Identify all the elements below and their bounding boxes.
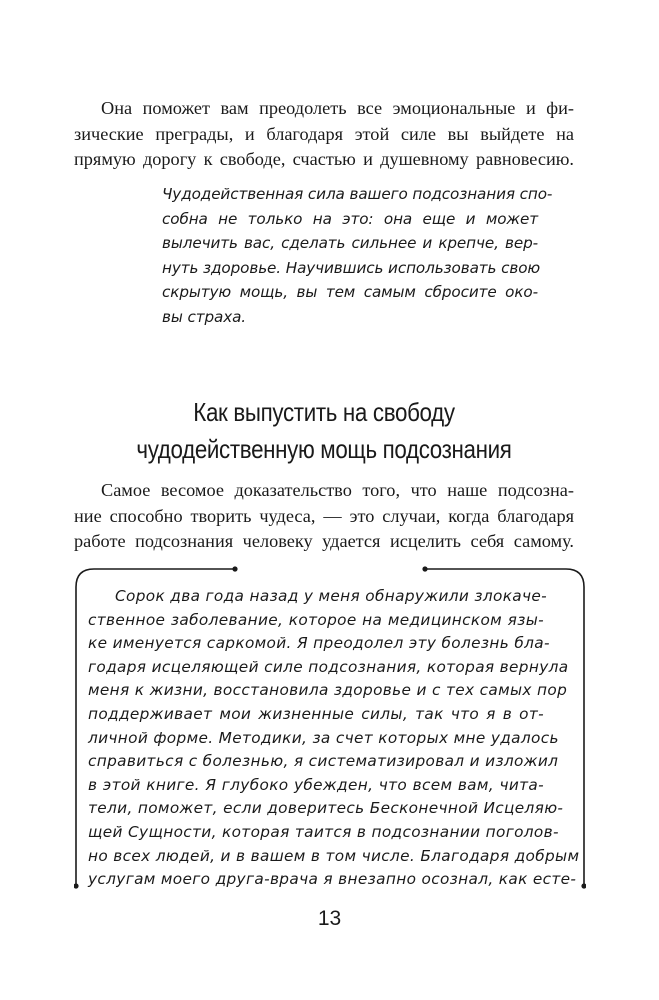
- boxed-quote-line: годаря исцеляющей силе подсознания, которая вернула: [88, 657, 569, 676]
- page-number: 13: [317, 907, 342, 930]
- second-paragraph: [74, 478, 574, 555]
- boxed-quote-line: ке именуется саркомой. Я преодолел эту болезнь бла-: [88, 634, 550, 653]
- boxed-quote-line: но всех людей, и в вашем в том числе. Благодаря добрым: [88, 846, 580, 865]
- quote-line: скрытую мощь, вы тем самым сбросите око-: [162, 283, 538, 301]
- paragraph-line: ние способно творить чудеса, — это случаи, когда благодаря: [74, 505, 574, 526]
- boxed-quote-line: щей Сущности, которая таится в подсознании поголов-: [88, 822, 559, 841]
- frame-dot: [74, 883, 79, 888]
- paragraph-line: работе подсознания человеку удается исцелить себя самому.: [74, 531, 574, 551]
- frame-dot: [232, 566, 237, 571]
- section-heading: [109, 394, 539, 468]
- boxed-quote: [88, 585, 580, 892]
- paragraph-line: Самое весомое доказательство того, что наше подсозна-: [101, 480, 574, 500]
- frame-dot: [581, 883, 586, 888]
- boxed-quote-line: Сорок два года назад у меня обнаружили злокаче-: [115, 587, 548, 605]
- boxed-quote-line: ственное заболевание, которое на медицинском язы-: [88, 610, 544, 629]
- quote-line: Чудодейственная сила вашего подсознания спо-: [162, 185, 553, 203]
- quote-line: вы страха.: [162, 307, 247, 326]
- intro-paragraph: [74, 96, 574, 173]
- heading-line: Как выпустить на свободу: [193, 397, 455, 427]
- quote-line: нуть здоровье. Научившись использовать свою: [162, 258, 541, 277]
- intro-line: прямую дорогу к свободе, счастью и душевному равновесию.: [74, 149, 574, 169]
- boxed-quote-line: меня к жизни, восстановила здоровье и с тех самых пор: [88, 681, 568, 700]
- intro-line: Она поможет вам преодолеть все эмоциональные и фи-: [101, 98, 574, 118]
- heading-line: чудодейственную мощь подсознания: [136, 434, 512, 464]
- frame-dot: [422, 566, 427, 571]
- boxed-quote-line: тели, поможет, если доверитесь Бесконечной Исцеляю-: [88, 799, 564, 818]
- boxed-quote-line: услугам моего друга-врача я внезапно осознал, как есте-: [88, 870, 577, 889]
- boxed-quote-line: справиться с болезнью, я систематизировал и изложил: [88, 752, 559, 771]
- intro-line: зические преграды, и благодаря этой силе вы выйдете на: [74, 123, 574, 144]
- boxed-quote-line: в этой книге. Я глубоко убежден, что всем вам, чита-: [88, 775, 544, 794]
- boxed-quote-line: личной форме. Методики, за счет которых мне удалось: [88, 728, 559, 747]
- quote-line: собна не только на это: она еще и может: [162, 209, 538, 228]
- boxed-quote-line: поддерживает мои жизненные силы, так что я в от-: [88, 704, 544, 723]
- quote-line: вылечить вас, сделать сильнее и крепче, вер-: [162, 234, 538, 252]
- handwritten-quote: [162, 182, 553, 329]
